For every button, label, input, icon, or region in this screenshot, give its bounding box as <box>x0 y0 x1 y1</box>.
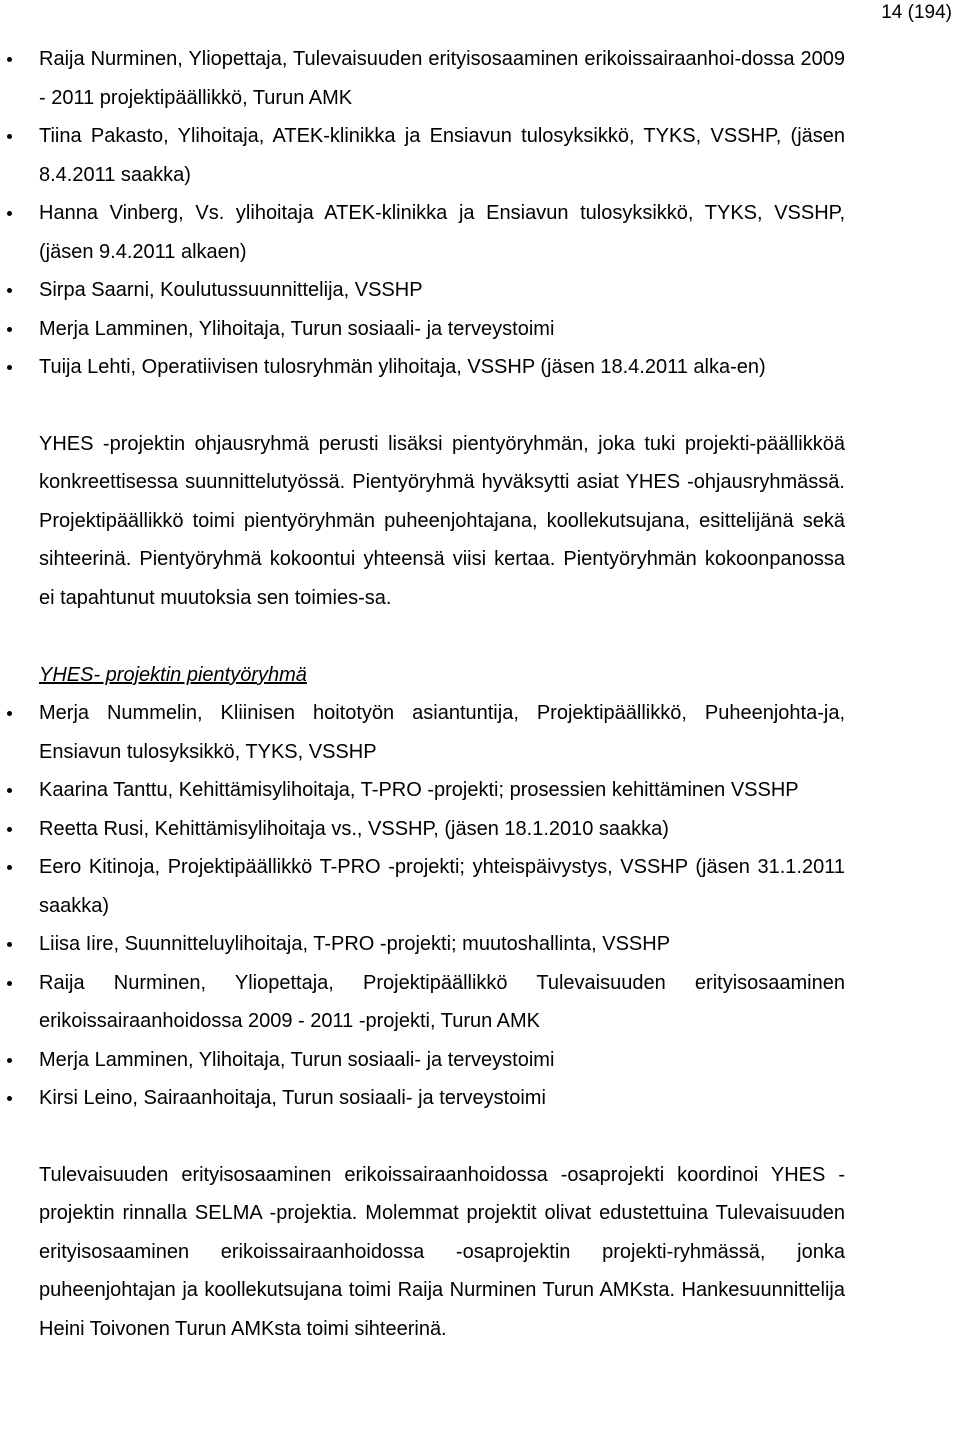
list-item: Raija Nurminen, Yliopettaja, Projektipäällikkö Tulevaisuuden erityisosaaminen erikoissairaanhoidossa 2009 - 2011 -projekti, Turun AMK <box>39 964 845 1041</box>
list-item: Tuija Lehti, Operatiivisen tulosryhmän ylihoitaja, VSSHP (jäsen 18.4.2011 alka-en) <box>39 348 845 387</box>
list-item: Reetta Rusi, Kehittämisylihoitaja vs., VSSHP, (jäsen 18.1.2010 saakka) <box>39 810 845 849</box>
list-item: Kirsi Leino, Sairaanhoitaja, Turun sosiaali- ja terveystoimi <box>39 1079 845 1118</box>
list-item: Eero Kitinoja, Projektipäällikkö T-PRO -projekti; yhteispäivystys, VSSHP (jäsen 31.1.2011 saakka) <box>39 848 845 925</box>
paragraph: YHES -projektin ohjausryhmä perusti lisäksi pientyöryhmän, joka tuki projekti-päällikköä konkreettisessa suunnittelutyössä. Pientyöryhmä hyväksytti asiat YHES -ohjausryhmässä. Projektipäällikkö toimi pientyöryhmän puheenjohtajana, koollekutsujana, esittelijänä sekä sihteerinä. Pientyöryhmä kokoontui yhteensä viisi kertaa. Pientyöryhmän kokoonpanossa ei tapahtunut muutoksia sen toimies-sa. <box>39 432 845 609</box>
list-item: Tiina Pakasto, Ylihoitaja, ATEK-klinikka ja Ensiavun tulosyksikkö, TYKS, VSSHP, (jäsen 8.4.2011 saakka) <box>39 117 845 194</box>
section-heading: YHES- projektin pientyöryhmä <box>39 664 307 686</box>
small-group-list <box>39 694 845 1118</box>
list-item: Merja Lamminen, Ylihoitaja, Turun sosiaali- ja terveystoimi <box>39 1041 845 1080</box>
page-number: 14 (194) <box>881 2 952 23</box>
list-item: Sirpa Saarni, Koulutussuunnittelija, VSSHP <box>39 271 845 310</box>
list-item: Merja Nummelin, Kliinisen hoitotyön asiantuntija, Projektipäällikkö, Puheenjohta-ja, Ensiavun tulosyksikkö, TYKS, VSSHP <box>39 694 845 771</box>
list-item: Merja Lamminen, Ylihoitaja, Turun sosiaali- ja terveystoimi <box>39 310 845 349</box>
list-item: Liisa Iire, Suunnitteluylihoitaja, T-PRO -projekti; muutoshallinta, VSSHP <box>39 925 845 964</box>
list-item: Raija Nurminen, Yliopettaja, Tulevaisuuden erityisosaaminen erikoissairaanhoi-dossa 2009 - 2011 projektipäällikkö, Turun AMK <box>39 40 845 117</box>
steering-group-list <box>39 40 845 387</box>
document-body <box>39 40 845 1348</box>
list-item: Kaarina Tanttu, Kehittämisylihoitaja, T-PRO -projekti; prosessien kehittäminen VSSHP <box>39 771 845 810</box>
list-item: Hanna Vinberg, Vs. ylihoitaja ATEK-klinikka ja Ensiavun tulosyksikkö, TYKS, VSSHP, (jäsen 9.4.2011 alkaen) <box>39 194 845 271</box>
paragraph: Tulevaisuuden erityisosaaminen erikoissairaanhoidossa -osaprojekti koordinoi YHES -projektin rinnalla SELMA -projektia. Molemmat projektit olivat edustettuina Tulevaisuuden erityisosaaminen erikoissairaanhoidossa -osaprojektin projekti-ryhmässä, jonka puheenjohtajan ja koollekutsujana toimi Raija Nurminen Turun AMKsta. Hankesuunnittelija Heini Toivonen Turun AMKsta toimi sihteerinä. <box>39 1163 845 1340</box>
